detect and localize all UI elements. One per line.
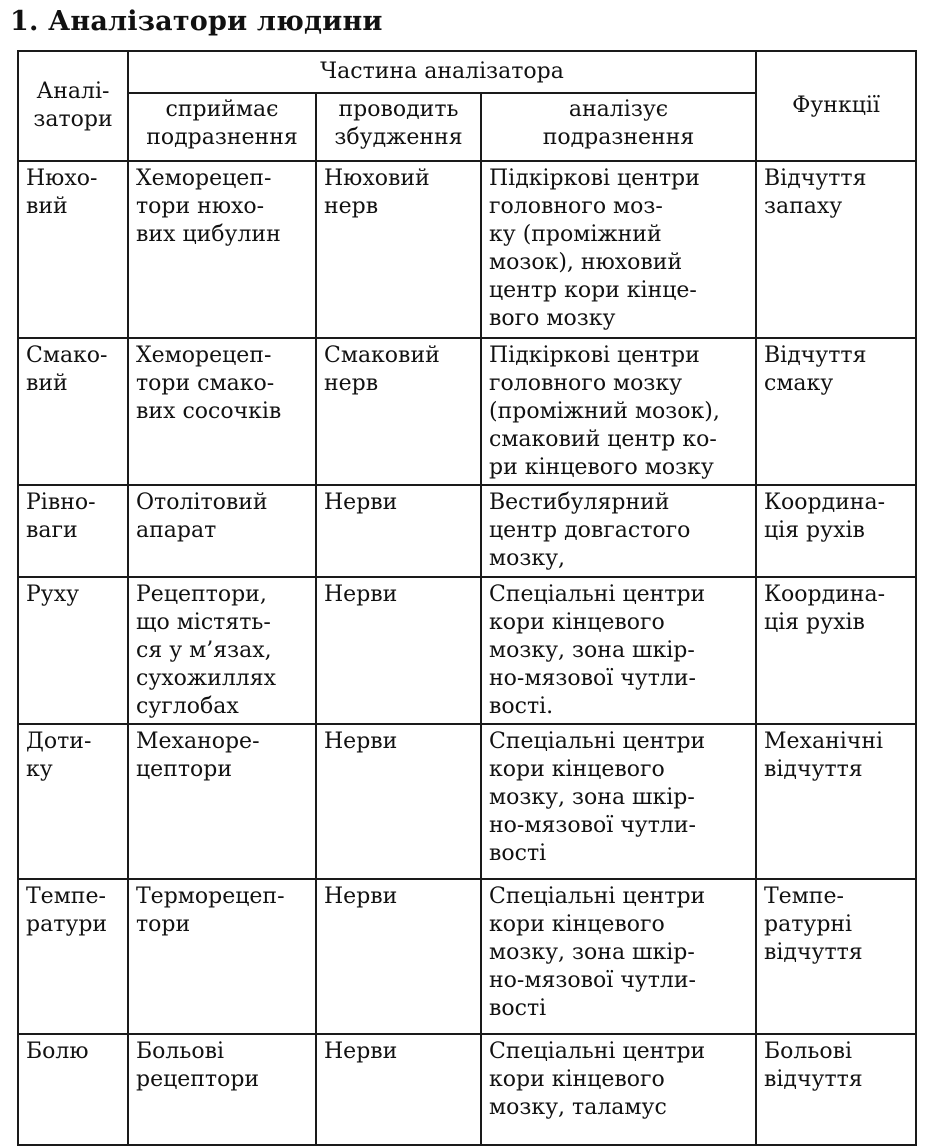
table-row [18, 338, 916, 485]
header-functions: Функції [756, 51, 916, 161]
cell-function: Відчуття смаку [756, 338, 916, 485]
analyzers-table [17, 50, 917, 1146]
cell-receives: Рецептори, що містять- ся у м’язах, сухожиллях суглобах [128, 577, 316, 724]
cell-analyzer: Руху [18, 577, 128, 724]
header-analyzers: Аналі- затори [18, 51, 128, 161]
cell-analyzer: Нюхо- вий [18, 161, 128, 338]
table-row [18, 577, 916, 724]
cell-function: Больові відчуття [756, 1034, 916, 1145]
cell-conducts: Нюховий нерв [316, 161, 481, 338]
cell-analyzes: Вестибулярний центр довгастого мозку, [481, 485, 756, 577]
header-conducts: проводить збудження [316, 93, 481, 161]
header-part-group: Частина аналізатора [128, 51, 756, 93]
cell-analyzes: Спеціальні центри кори кінцевого мозку, зона шкір- но-мязової чутли- вості [481, 724, 756, 879]
cell-receives: Терморецеп- тори [128, 879, 316, 1034]
table-row [18, 879, 916, 1034]
table-row [18, 1034, 916, 1145]
cell-analyzer: Болю [18, 1034, 128, 1145]
header-receives: сприймає подразнення [128, 93, 316, 161]
cell-analyzes: Спеціальні центри кори кінцевого мозку, таламус [481, 1034, 756, 1145]
header-analyzes: аналізує подразнення [481, 93, 756, 161]
cell-receives: Хеморецеп- тори нюхо- вих цибулин [128, 161, 316, 338]
cell-conducts: Нерви [316, 724, 481, 879]
cell-analyzer: Рівно- ваги [18, 485, 128, 577]
cell-analyzes: Підкіркові центри головного моз- ку (проміжний мозок), нюховий центр кори кінце- вого мозку [481, 161, 756, 338]
cell-conducts: Смаковий нерв [316, 338, 481, 485]
cell-conducts: Нерви [316, 1034, 481, 1145]
cell-receives: Отолітовий апарат [128, 485, 316, 577]
cell-function: Темпе- ратурні відчуття [756, 879, 916, 1034]
cell-analyzer: Темпе- ратури [18, 879, 128, 1034]
cell-analyzer: Доти- ку [18, 724, 128, 879]
cell-receives: Хеморецеп- тори смако- вих сосочків [128, 338, 316, 485]
cell-receives: Механоре- цептори [128, 724, 316, 879]
cell-analyzes: Спеціальні центри кори кінцевого мозку, зона шкір- но-мязової чутли- вості. [481, 577, 756, 724]
cell-function: Відчуття запаху [756, 161, 916, 338]
cell-analyzes: Спеціальні центри кори кінцевого мозку, зона шкір- но-мязової чутли- вості [481, 879, 756, 1034]
cell-conducts: Нерви [316, 879, 481, 1034]
table-row [18, 724, 916, 879]
cell-function: Координа- ція рухів [756, 485, 916, 577]
cell-conducts: Нерви [316, 577, 481, 724]
table-row [18, 485, 916, 577]
cell-analyzer: Смако- вий [18, 338, 128, 485]
page-title: 1. Аналізатори людини [10, 6, 383, 37]
cell-receives: Больові рецептори [128, 1034, 316, 1145]
cell-function: Координа- ція рухів [756, 577, 916, 724]
table-row [18, 161, 916, 338]
cell-analyzes: Підкіркові центри головного мозку (проміжний мозок), смаковий центр ко- ри кінцевого мозку [481, 338, 756, 485]
table-header [18, 51, 916, 161]
cell-function: Механічні відчуття [756, 724, 916, 879]
cell-conducts: Нерви [316, 485, 481, 577]
table-body [18, 161, 916, 1145]
